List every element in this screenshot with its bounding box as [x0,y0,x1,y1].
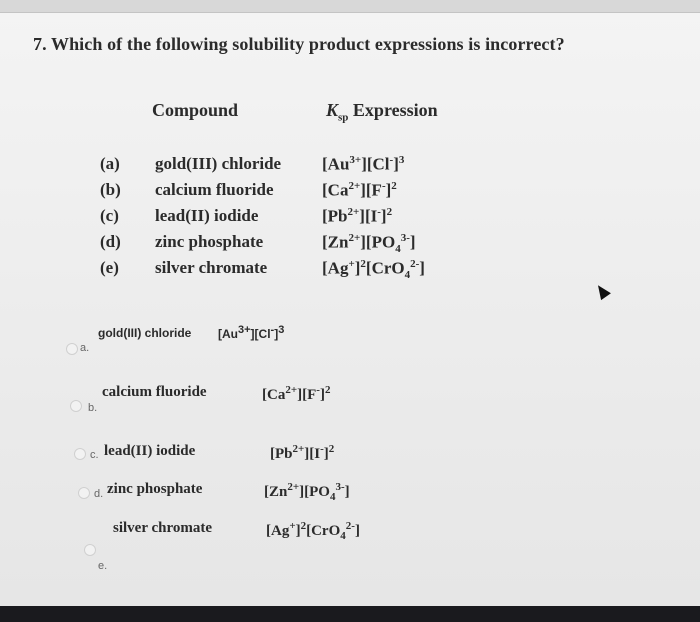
option-letter: d. [94,488,104,500]
option-compound: calcium fluoride [102,384,207,400]
option-letter: e. [98,560,108,572]
row-compound: lead(II) iodide [155,206,259,225]
row-ksp: $[Zn^{2+}][PO_4^{3-}]$ [322,232,416,256]
row-ksp: $[Pb^{2+}][I^-]^2$ [322,206,393,226]
option-ksp: $[Pb^{2+}][I^-]^2$ [270,443,335,462]
radio-button-d[interactable] [78,487,90,499]
ksp-rest: Expression [348,100,438,120]
row-ksp: $[Ca^{2+}][F^-]^2$ [322,180,397,200]
row-ksp: $[Ag^+]^2[CrO_4^{2-}]$ [322,258,425,282]
option-ksp: $[Ca^{2+}][F^-]^2$ [262,384,331,403]
option-compound: lead(II) iodide [104,443,196,459]
radio-button-e[interactable] [84,544,96,556]
row-compound: zinc phosphate [155,232,264,251]
compound-header: Compound [152,100,239,120]
row-label: (c) [100,206,119,225]
row-compound: gold(III) chloride [155,154,282,173]
option-compound: silver chromate [113,520,213,536]
row-label: (b) [100,180,121,199]
question-text: 7. Which of the following solubility product expressions is incorrect? [33,34,565,54]
row-label: (e) [100,258,119,277]
ksp-sub: sp [338,111,349,124]
row-compound: silver chromate [155,258,268,277]
ksp-header [326,100,438,124]
row-label: (a) [100,154,120,173]
option-letter: b. [88,402,98,414]
radio-button-b[interactable] [70,400,82,412]
option-compound: gold(III) chloride [98,326,192,340]
radio-button-c[interactable] [74,448,86,460]
option-letter: c. [90,449,99,461]
mouse-cursor-icon [593,282,611,300]
ksp-k: K [326,100,339,120]
option-compound: zinc phosphate [107,481,203,497]
radio-button-a[interactable] [66,343,78,355]
row-label: (d) [100,232,121,251]
row-ksp: $[Au^{3+}][Cl^-]^3$ [322,154,405,174]
option-letter: a. [80,342,90,354]
option-ksp: $[Ag^+]^2[CrO_4^{2-}]$ [266,520,360,542]
row-compound: calcium fluoride [155,180,274,199]
option-ksp: $[Au^{3+}][Cl^-]^3$ [218,324,285,341]
top-bar [0,0,700,13]
option-ksp: $[Zn^{2+}][PO_4^{3-}]$ [264,481,350,503]
